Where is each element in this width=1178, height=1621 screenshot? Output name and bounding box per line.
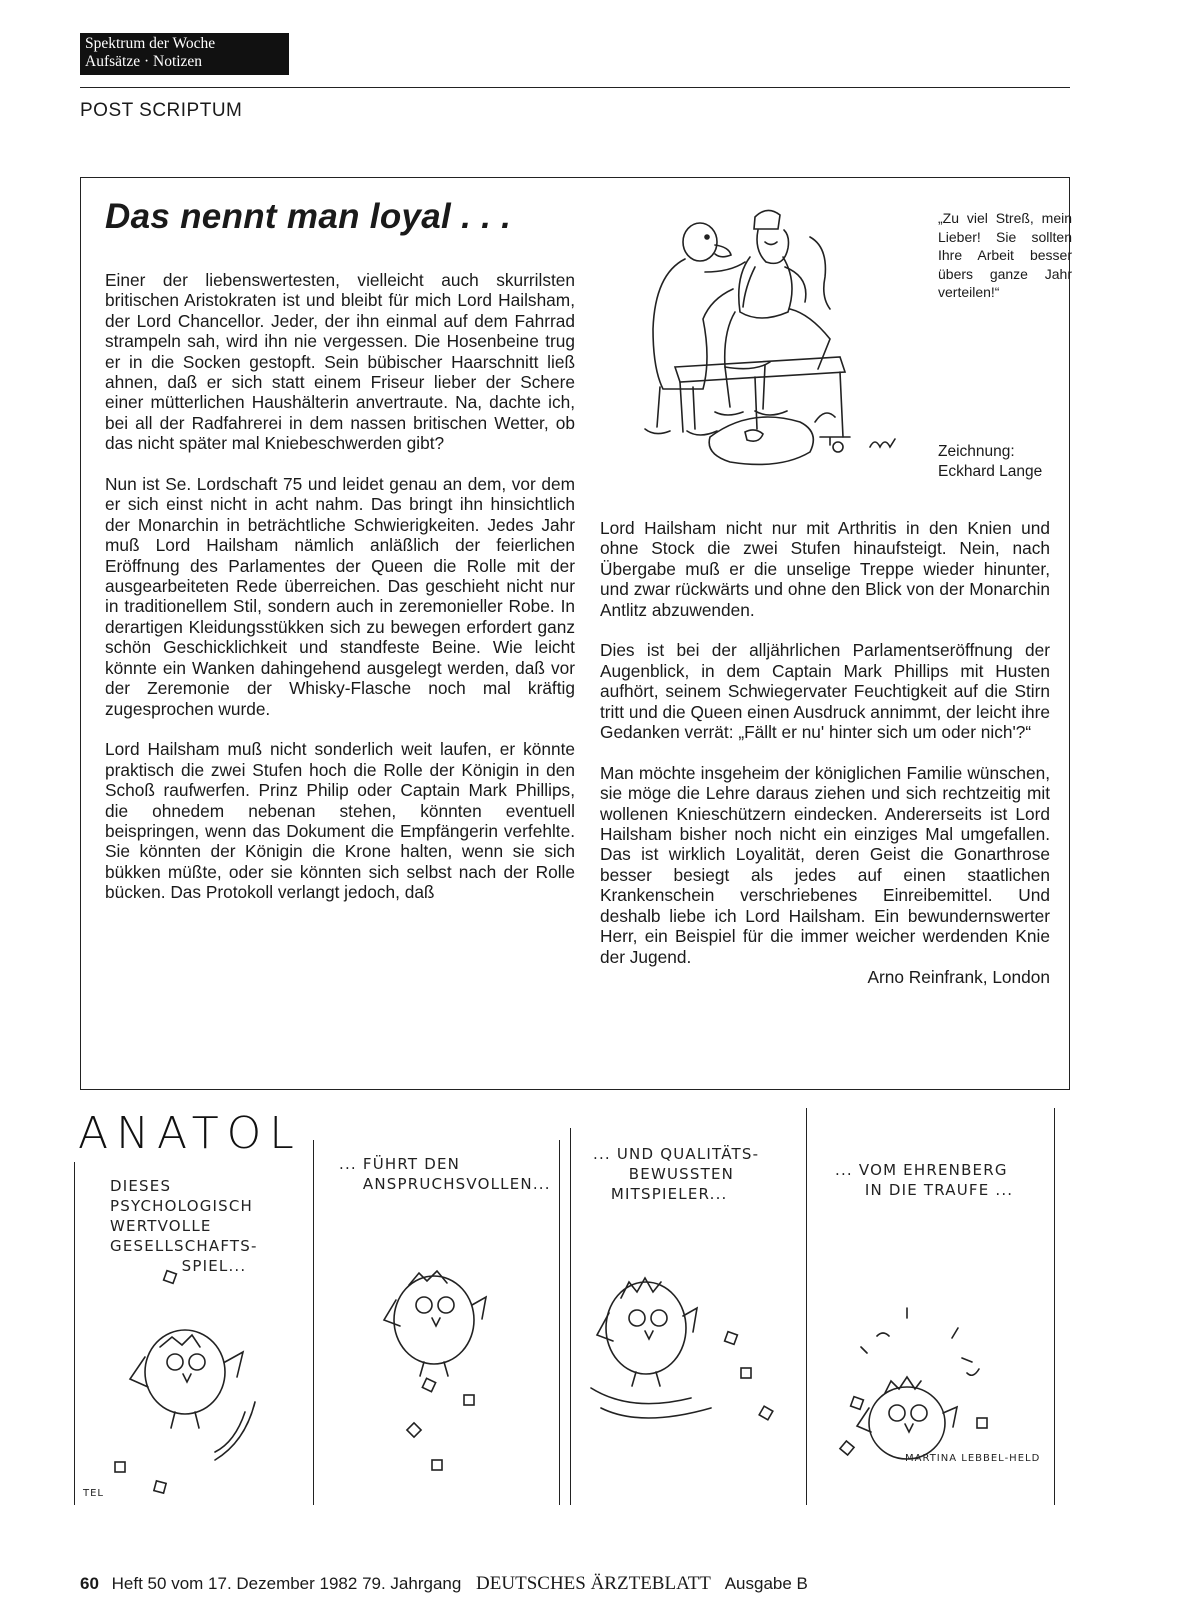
section-badge (80, 33, 289, 75)
page-number: 60 (80, 1574, 99, 1593)
article-title: Das nennt man loyal . . . (105, 197, 512, 236)
article-byline: Arno Reinfrank, London (867, 966, 1050, 987)
section-badge-line2: Aufsätze · Notizen (85, 53, 203, 70)
comic-panel-4 (806, 1108, 1055, 1505)
edition-info: Ausgabe B (724, 1574, 808, 1593)
comic-panel-text: ... VOM EHRENBERG IN DIE TRAUFE ... (835, 1161, 1014, 1199)
article-paragraph: Dies ist bei der alljährlichen Parlamentseröffnung der Augenblick, in dem Captain Mark Phillips mit Husten aufhört, seinem Schwiegervater Feuchtigkeit auf die Stirn tritt und die Queen einen Ausdruck annimmt, der leicht ihre Gedanken verrät: „Fällt er nu' hinter sich um oder nich'?“ (600, 640, 1050, 743)
article-paragraph: Nun ist Se. Lordschaft 75 und leidet genau an dem, vor dem er sich einst nicht in acht nahm. Das bringt ihn hinsichtlich der Monarchin in beträchtliche Schwierigkeiten. Jedes Jahr muß Lord Hailsham nämlich anläßlich der feierlichen Eröffnung des Parlamentes der Queen die Rolle mit der ausgearbeiteten Rede überreichen. Das geschieht nicht nur in traditionellem Stil, sondern auch in zeremonieller Robe. In derartigen Kleidungsstükken sich zu bewegen erfordert ganz schön Geschicklichkeit und standfeste Beine. Wie leicht könnte ein Wanken dahingehend ausgelegt werden, daß vor der Zeremonie der Whisky-Flasche noch mal kräftig zugesprochen wurde. (105, 474, 575, 719)
section-badge-line1: Spektrum der Woche (85, 35, 216, 52)
comic-panel-3 (570, 1128, 793, 1505)
comic-panel-1 (74, 1162, 303, 1505)
doctor-cartoon-illustration (615, 197, 915, 472)
cartoon-credit (938, 442, 1078, 482)
article-column-left (105, 270, 575, 923)
comic-title: ANATOL (78, 1108, 302, 1159)
article-paragraph: Lord Hailsham nicht nur mit Arthritis in den Knien und ohne Stock die zwei Stufen hinaufsteigt. Nein, nach Übergabe muß er die unselige Treppe wieder hinunter, und zwar rückwärts und ohne den Blick von der Monarchin Antlitz abzuwenden. (600, 518, 1050, 620)
article-column-right (600, 518, 1050, 1008)
header-rule (80, 87, 1070, 88)
journal-name: DEUTSCHES ÄRZTEBLATT (476, 1573, 711, 1594)
comic-panel-text: DIESES PSYCHOLOGISCH WERTVOLLE GESELLSCHAFTS- SPIEL... (110, 1177, 258, 1275)
article-paragraph: Einer der liebenswertesten, vielleicht auch skurrilsten britischen Aristokraten ist und bleibt für mich Lord Hailsham, der Lord Chancellor. Jeder, der ihn einmal auf dem Fahrrad strampeln sah, wird ihn nie vergessen. Die Hosenbeine trug er in die Socken gestopft. Sein bübischer Haarschnitt ließ ahnen, daß er sich statt einem Friseur lieber der Schere einer mütterlichen Haushälterin anvertraute. Na, dachte ich, bei all der Radfahrerei in dem nassen britischen Wetter, ob das nicht später mal Kniebeschwerden gibt? (105, 270, 575, 454)
cartoon-credit-name: Eckhard Lange (938, 463, 1043, 480)
cartoon-credit-label: Zeichnung: (938, 443, 1015, 460)
page-footer (80, 1573, 808, 1595)
article-paragraph: Lord Hailsham muß nicht sonderlich weit laufen, er könnte praktisch die zwei Stufen hoch die Rolle der Königin in den Schoß raufwerfen. Prinz Philip oder Captain Mark Phillips, die ohnedem nebenan stehen, könnten eventuell beispringen, wenn das Dokument die Empfängerin verfehlte. Sie könnten der Königin die Krone halten, wenn sie sich bükken müßte, oder sie könnten sich selbst nach der Rolle bücken. Das Protokoll verlangt jedoch, daß (105, 739, 575, 903)
column-name: POST SCRIPTUM (80, 100, 243, 121)
issue-info: Heft 50 vom 17. Dezember 1982 79. Jahrgang (111, 1574, 462, 1593)
comic-panel-text: ... UND QUALITÄTS- BEWUSSTEN MITSPIELER... (593, 1145, 760, 1203)
comic-signature-left: TEL (83, 1488, 104, 1499)
comic-panel-text: ... FÜHRT DEN ANSPRUCHSVOLLEN... (339, 1155, 551, 1193)
comic-panel-2 (313, 1140, 560, 1505)
comic-signature-right: MARTINA LEBBEL-HELD (905, 1453, 1041, 1464)
article-paragraph: Man möchte insgeheim der königlichen Familie wünschen, sie möge die Lehre daraus ziehen und sich rechtzeitig mit wollenen Knieschützern eindecken. Andererseits ist Lord Hailsham bisher noch nicht ein einziges Mal umgefallen. Das ist wirklich Loyalität, deren Geist die Gonarthrose besser besiegt als jedes auf einen staatlichen Krankenschein verschriebenes Einreibemittel. Und deshalb liebe ich Lord Hailsham. Ein bewundernswerter Herr, ein Beispiel für die immer weicher werdenden Knie der Jugend. (600, 762, 1050, 967)
cartoon-caption: „Zu viel Streß, mein Lieber! Sie sollten Ihre Arbeit besser übers ganze Jahr verteilen!“ (938, 210, 1072, 300)
